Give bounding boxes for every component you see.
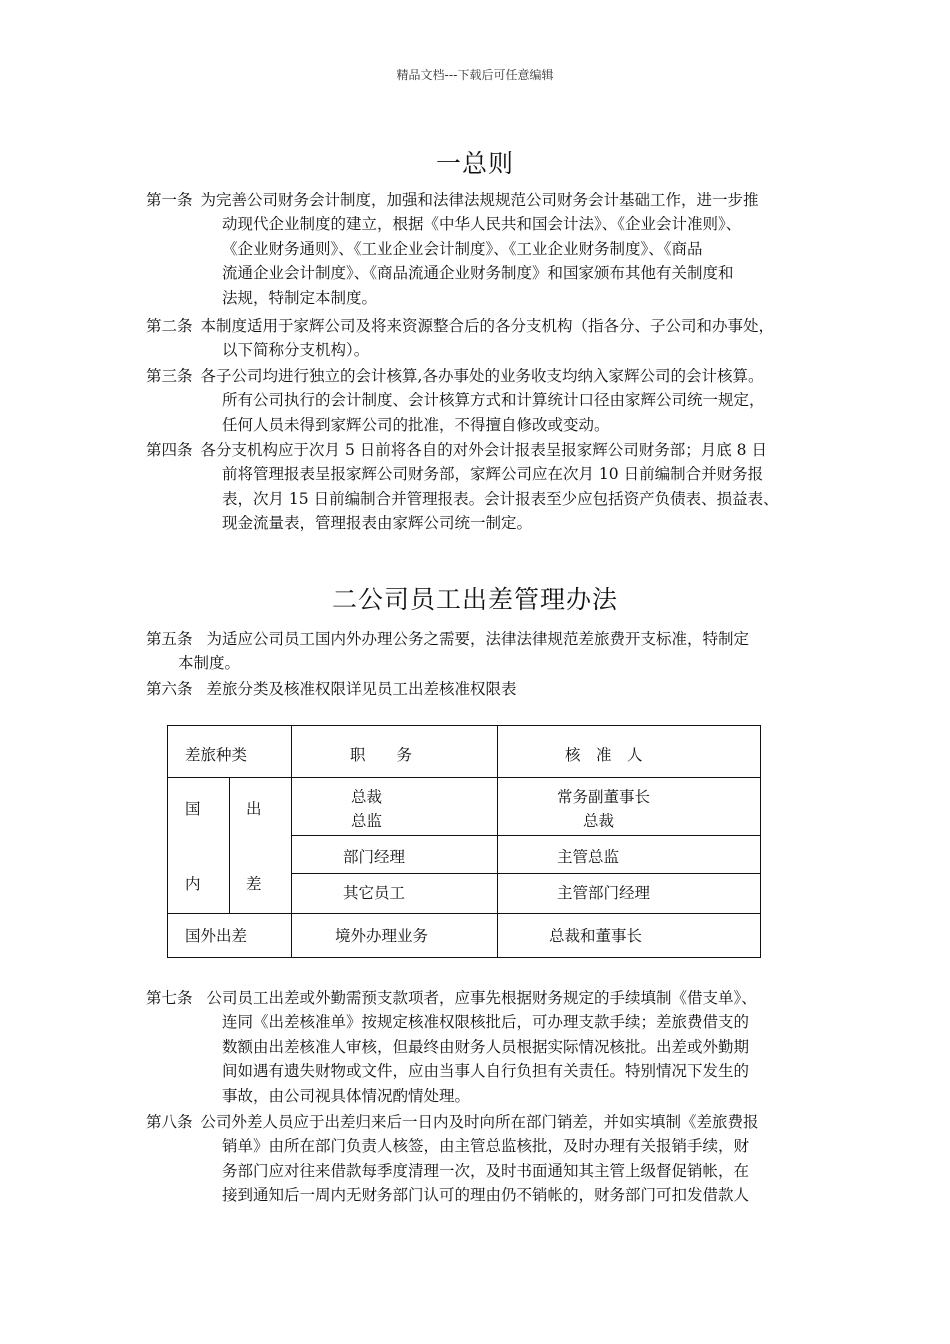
article-6 [146, 677, 816, 701]
table-cell-position: 境外办理业务 [335, 927, 429, 945]
table-cell-approver: 总裁 [583, 812, 615, 830]
section-title-travel: 二公司员工出差管理办法 [331, 585, 618, 614]
article-line: 第一条 为完善公司财务会计制度，加强和法律法规规范公司财务会计基础工作，进一步推 [146, 191, 759, 209]
table-cell-approver: 主管部门经理 [557, 884, 651, 902]
article-line: 间如遇有遗失财物或文件，应由当事人自行负担有关责任。特别情况下发生的 [222, 1062, 750, 1081]
foreign-travel-label: 国外出差 [185, 927, 248, 945]
table-cell-position: 部门经理 [343, 848, 406, 866]
table-cell-approver: 常务副董事长 [557, 788, 651, 806]
article-label: 第三条 [146, 367, 193, 385]
header-travel-type: 差旅种类 [185, 746, 248, 764]
domestic-char: 出 [246, 800, 262, 818]
article-line: 前将管理报表呈报家辉公司财务部，家辉公司应在次月 10 日前编制合并财务报 [222, 465, 764, 484]
table-cell-position: 总裁 [351, 788, 383, 806]
article-line: 第三条 各子公司均进行独立的会计核算,各办事处的业务收支均纳入家辉公司的会计核算。 [146, 367, 764, 385]
article-line: 第六条 差旅分类及核准权限详见员工出差核准权限表 [146, 680, 517, 698]
article-4 [146, 438, 816, 536]
table-cell-position: 总监 [351, 812, 383, 830]
article-label: 第二条 [146, 317, 193, 335]
article-7 [146, 986, 816, 1108]
article-line: 接到通知后一周内无财务部门认可的理由仍不销帐的，财务部门可扣发借款人 [222, 1186, 750, 1205]
article-2 [146, 314, 816, 363]
domestic-char: 国 [185, 800, 201, 818]
article-line: 所有公司执行的会计制度、会计核算方式和计算统计口径由家辉公司统一规定， [222, 391, 765, 410]
domestic-char: 差 [246, 875, 262, 893]
article-line: 《企业财务通则》、《工业企业会计制度》、《工业企业财务制度》、《商品 [222, 239, 703, 258]
article-line: 销单》由所在部门负责人核签，由主管总监核批，及时办理有关报销手续，财 [222, 1137, 750, 1156]
article-5 [146, 627, 816, 676]
domestic-char: 内 [185, 875, 201, 893]
article-line: 第八条 公司外差人员应于出差归来后一日内及时向所在部门销差，并如实填制《差旅费报 [146, 1113, 759, 1131]
article-1 [146, 188, 816, 310]
article-line: 第七条 公司员工出差或外勤需预支款项者，应事先根据财务规定的手续填制《借支单》、 [146, 989, 757, 1007]
article-label: 第七条 [146, 989, 193, 1007]
section-title-general: 一总则 [435, 149, 514, 178]
table-cell-approver: 主管总监 [557, 848, 620, 866]
article-label: 第一条 [146, 191, 193, 209]
article-line: 第四条 各分支机构应于次月 5 日前将各自的对外会计报表呈报家辉公司财务部；月底 8 日 [146, 441, 767, 459]
article-line: 本制度。 [178, 654, 241, 673]
article-line: 务部门应对往来借款每季度清理一次，及时书面通知其主管上级督促销帐，在 [222, 1161, 750, 1180]
article-line: 连同《出差核准单》按规定核准权限核批后，可办理支款手续；差旅费借支的 [222, 1013, 750, 1032]
article-label: 第五条 [146, 630, 193, 648]
header-position: 职 务 [350, 746, 413, 764]
article-line: 以下简称分支机构）。 [222, 341, 370, 360]
article-line: 现金流量表，管理报表由家辉公司统一制定。 [222, 514, 533, 533]
article-line: 事故，由公司视具体情况酌情处理。 [222, 1086, 471, 1105]
article-8 [146, 1110, 816, 1208]
article-line: 表，次月 15 日前编制合并管理报表。会计报表至少应包括资产负债表、损益表、 [222, 489, 779, 508]
header-approver: 核 准 人 [565, 746, 643, 764]
article-line: 流通企业会计制度》、《商品流通企业财务制度》和国家颁布其他有关制度和 [222, 264, 734, 283]
article-label: 第四条 [146, 441, 193, 459]
article-label: 第六条 [146, 680, 193, 698]
table-cell-position: 其它员工 [343, 884, 406, 902]
table-cell-approver: 总裁和董事长 [549, 927, 643, 945]
article-line: 任何人员未得到家辉公司的批准，不得擅自修改或变动。 [222, 415, 610, 434]
watermark-header: 精品文档---下载后可任意编辑 [396, 68, 554, 82]
article-line: 第二条 本制度适用于家辉公司及将来资源整合后的各分支机构（指各分、子公司和办事处， [146, 317, 775, 335]
article-line: 法规，特制定本制度。 [222, 288, 378, 307]
travel-approval-table [167, 725, 761, 958]
article-label: 第八条 [146, 1113, 193, 1131]
article-line: 动现代企业制度的建立，根据《中华人民共和国会计法》、《企业会计准则》、 [222, 215, 742, 234]
article-3 [146, 364, 816, 437]
article-line: 第五条 为适应公司员工国内外办理公务之需要，法律法律规范差旅费开支标准，特制定 [146, 630, 750, 648]
article-line: 数额由出差核准人审核，但最终由财务人员根据实际情况核批。出差或外勤期 [222, 1037, 750, 1056]
